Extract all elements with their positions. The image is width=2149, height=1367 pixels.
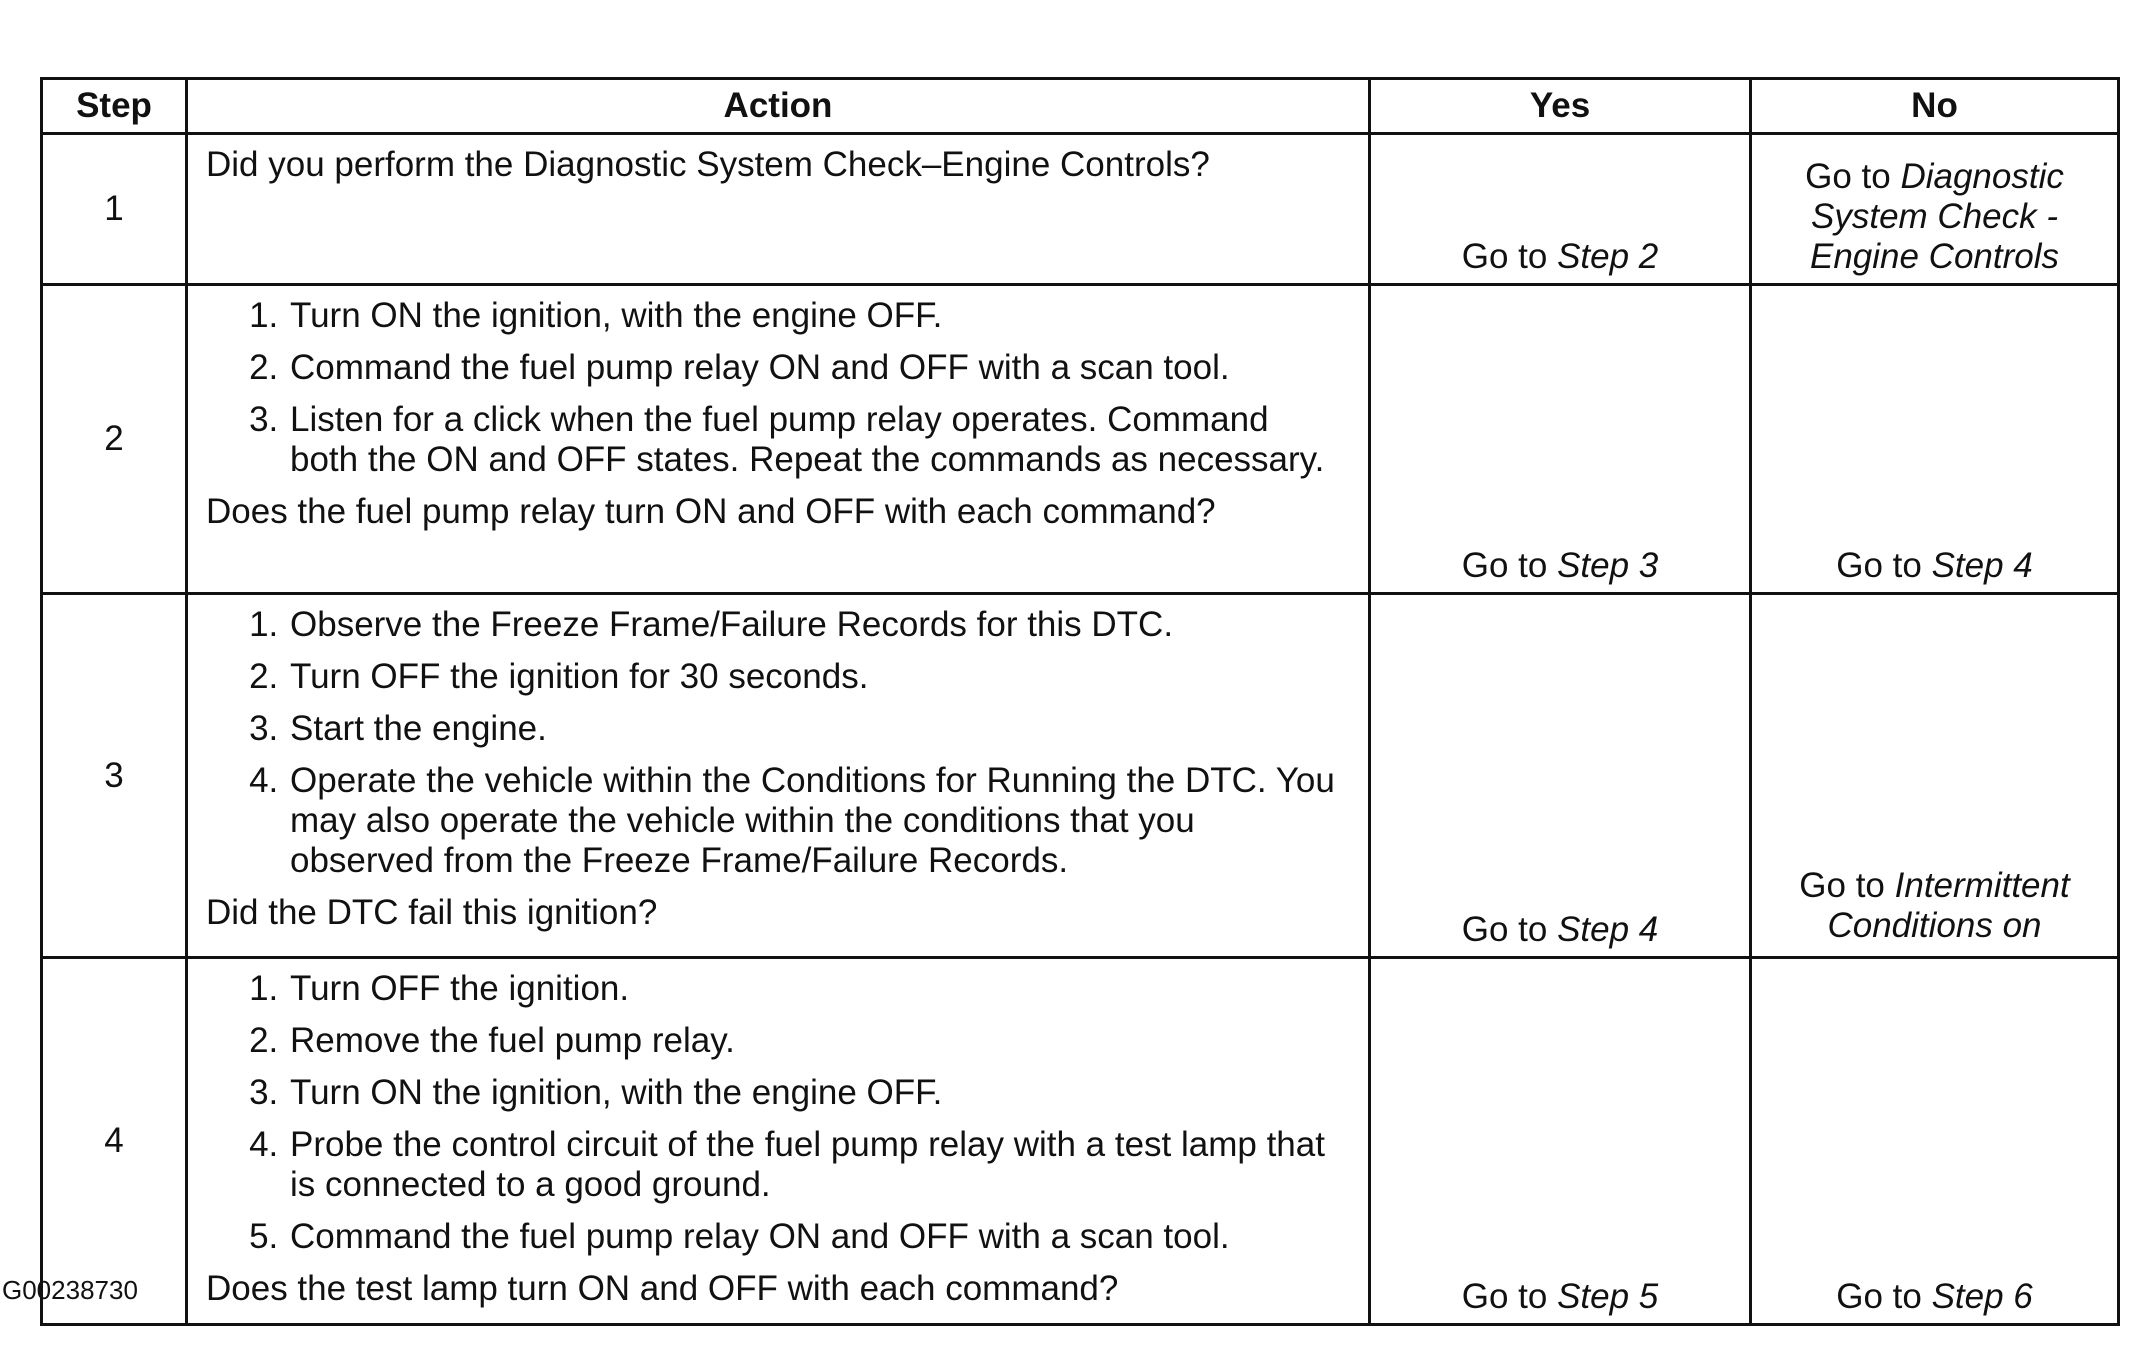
substep-item: 1. Turn ON the ignition, with the engine OFF.	[288, 296, 1344, 336]
header-action: Action	[187, 79, 1370, 134]
substep-item: 2. Remove the fuel pump relay.	[288, 1021, 1344, 1061]
no-cell	[1751, 594, 2119, 958]
header-step: Step	[42, 79, 187, 134]
substep-item: 3. Turn ON the ignition, with the engine OFF.	[288, 1073, 1344, 1113]
yes-prefix: Go to	[1461, 546, 1548, 585]
substep-item: 2. Turn OFF the ignition for 30 seconds.	[288, 657, 1344, 697]
header-no: No	[1751, 79, 2119, 134]
yes-cell	[1370, 594, 1751, 958]
substep-item: 5. Command the fuel pump relay ON and OFF with a scan tool.	[288, 1217, 1344, 1257]
substep-item: 2. Command the fuel pump relay ON and OFF with a scan tool.	[288, 348, 1344, 388]
step-number: 2	[42, 285, 187, 594]
no-target-link[interactable]: Step 6	[1931, 1277, 2033, 1316]
step-number: 4	[42, 958, 187, 1325]
substep-list	[206, 969, 1344, 1257]
no-cell	[1751, 285, 2119, 594]
substep-list	[206, 605, 1344, 881]
substep-item: 3. Listen for a click when the fuel pump relay operates. Command both the ON and OFF states. Repeat the commands as necessary.	[288, 400, 1344, 480]
step-number: 1	[42, 134, 187, 285]
yes-target-link[interactable]: Step 3	[1557, 546, 1659, 585]
yes-target-link[interactable]: Step 2	[1557, 237, 1659, 276]
no-target-link[interactable]: Diagnostic System Check - Engine Controls	[1809, 157, 2064, 276]
action-cell	[187, 958, 1370, 1325]
yes-cell	[1370, 285, 1751, 594]
table-row	[42, 134, 2119, 285]
header-row	[42, 79, 2119, 134]
no-prefix: Go to	[1836, 546, 1922, 585]
no-target-link[interactable]: Intermittent Conditions on	[1827, 866, 2070, 945]
table-row	[42, 285, 2119, 594]
yes-cell	[1370, 134, 1751, 285]
table-row	[42, 958, 2119, 1325]
substep-item: 4. Probe the control circuit of the fuel pump relay with a test lamp that is connected to a good ground.	[288, 1125, 1344, 1205]
table-row	[42, 594, 2119, 958]
yes-prefix: Go to	[1461, 910, 1548, 949]
yes-prefix: Go to	[1461, 1277, 1548, 1316]
diagnostic-table	[40, 77, 2120, 1326]
no-cell	[1751, 958, 2119, 1325]
no-cell	[1751, 134, 2119, 285]
action-question: Does the test lamp turn ON and OFF with each command?	[206, 1269, 1119, 1308]
action-cell	[187, 134, 1370, 285]
action-cell	[187, 285, 1370, 594]
no-prefix: Go to	[1799, 866, 1885, 905]
header-yes: Yes	[1370, 79, 1751, 134]
action-question: Does the fuel pump relay turn ON and OFF with each command?	[206, 492, 1216, 531]
action-question: Did the DTC fail this ignition?	[206, 893, 658, 932]
substep-item: 1. Turn OFF the ignition.	[288, 969, 1344, 1009]
action-cell	[187, 594, 1370, 958]
substep-list	[206, 296, 1344, 480]
action-question: Did you perform the Diagnostic System Check–Engine Controls?	[206, 145, 1210, 184]
no-prefix: Go to	[1805, 157, 1891, 196]
no-target-link[interactable]: Step 4	[1931, 546, 2033, 585]
substep-item: 4. Operate the vehicle within the Conditions for Running the DTC. You may also operate the vehicle within the conditions that you observed from the Freeze Frame/Failure Records.	[288, 761, 1344, 881]
substep-item: 3. Start the engine.	[288, 709, 1344, 749]
figure-id: G00238730	[2, 1275, 138, 1305]
yes-prefix: Go to	[1461, 237, 1548, 276]
yes-cell	[1370, 958, 1751, 1325]
substep-item: 1. Observe the Freeze Frame/Failure Records for this DTC.	[288, 605, 1344, 645]
yes-target-link[interactable]: Step 4	[1557, 910, 1659, 949]
no-prefix: Go to	[1836, 1277, 1922, 1316]
yes-target-link[interactable]: Step 5	[1557, 1277, 1659, 1316]
step-number: 3	[42, 594, 187, 958]
